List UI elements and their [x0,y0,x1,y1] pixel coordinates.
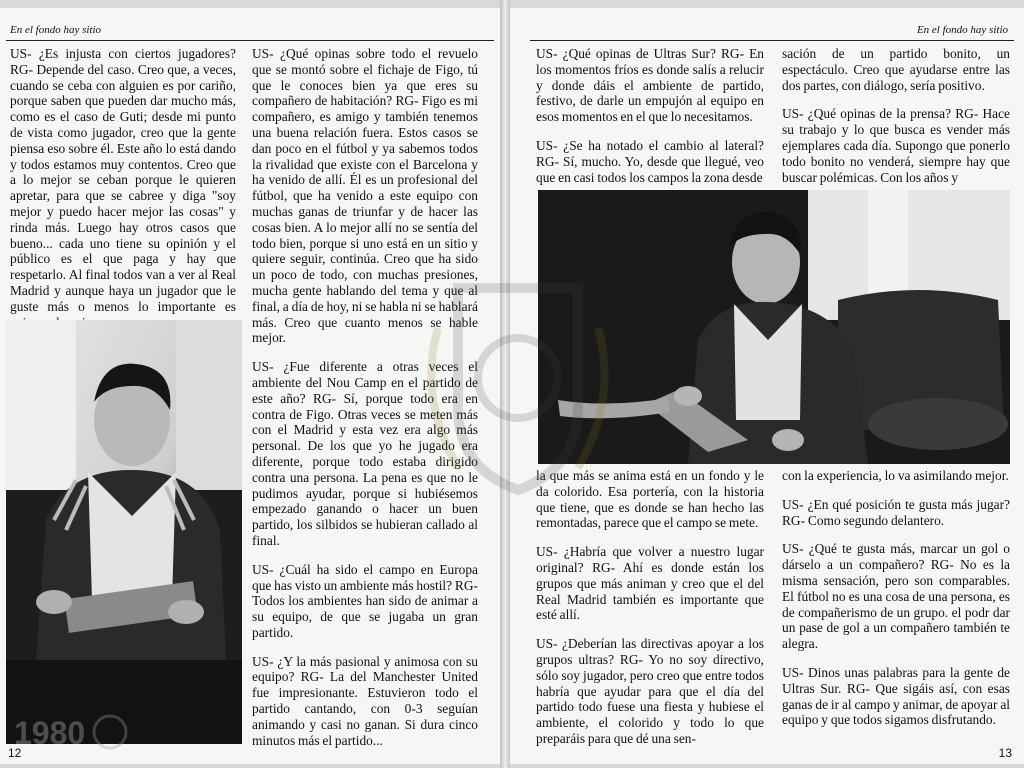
header-rule-right [530,40,1014,41]
photo-player-left [6,320,242,744]
right-column-2-bottom [782,468,1010,741]
page-number-right: 13 [998,746,1012,760]
watermark-logo-1980 [14,714,204,750]
page-number-left: 12 [8,746,22,760]
paragraph: US- ¿Y la más pasional y animosa con su equipo? RG- La del Manchester United fue impresionante. Estuvieron todo el partido cantando, con 0-3 seguían animando y casi no ganan. Si dura cinco minutos más el partido... [252,653,478,748]
right-column-1-bottom [536,468,764,760]
running-head-left: En el fondo hay sitio [10,24,102,36]
paragraph: US- ¿Habría que volver a nuestro lugar original? RG- Ahí es donde están los grupos que más animan y creo que el del Real Madrid también es importante que esté allí. [536,544,764,623]
right-page [510,8,1024,764]
paragraph: la que más se anima está en un fondo y le da colorido. Esa portería, con la historia que tiene, que es donde se han hecho las remontadas, parece que el campo se mete. [536,468,764,531]
player-photo-image [538,190,1010,464]
book-spine [500,0,510,768]
paragraph: US- ¿Cuál ha sido el campo en Europa que has visto un ambiente más hostil? RG- Todos los ambientes han sido de animar a su equipo, de que se jugaba un gran partido. [252,561,478,640]
photo-player-right [538,190,1010,464]
paragraph: US- ¿Qué opinas de la prensa? RG- Hace su trabajo y lo que busca es vender más ejemplares cada día. Supongo que ponerlo todo bonito no venderá, siempre hay que buscar polémicas. Con los años y [782,106,1010,185]
paragraph: con la experiencia, lo va asimilando mejor. [782,468,1009,483]
paragraph: US- Dinos unas palabras para la gente de Ultras Sur. RG- Que sigáis así, con esas ganas de ir al campo y animar, de apoyar al equipo y que todos sigamos disfrutando. [782,664,1010,728]
running-head-right: En el fondo hay sitio [916,24,1008,36]
paragraph: US- ¿Fue diferente a otras veces el ambiente del Nou Camp en el partido de este año? RG- Sí, porque todo era en contra de Figo. Otras veces se meten más con el Madrid y esta vez era algo más personal. De los que yo he jugado era diferente, porque todo estaba dirigido contra una persona. La pena es que no le pudimos ayudar, porque si hubiésemos empezado ganando o hacer un buen partido, los silbidos se hubieran callado al final. [252,359,478,548]
right-column-1-top [536,46,764,198]
paragraph: US- ¿Qué te gusta más, marcar un gol o dárselo a un compañero? RG- No es la misma sensación, pero son comparables. El fútbol no es una cosa de una persona, es de compañerismo de un grupo. el podr dar un pase de gol a un compañero también te alegra. [782,541,1010,652]
paragraph: US- ¿Qué opinas de Ultras Sur? RG- En los momentos fríos es donde salís a relucir y donde dáis el ambiente de partido, festivo, de darle un empujón al equipo en esos momentos en el que lo necesitamos. [536,46,764,125]
left-column-1 [10,46,236,343]
left-page [0,8,500,764]
paragraph: sación de un partido bonito, un espectáculo. Creo que ayudarse entre las dos partes, con diálogo, sería positivo. [782,46,1010,93]
right-column-2-top [782,46,1010,198]
paragraph: US- ¿Deberían las directivas apoyar a los grupos ultras? RG- Yo no soy directivo, sólo soy jugador, pero creo que entre todos habría que ayudar para que el día del partido todo fuese una fiesta y hubiese el ambiente, el colorido y todo lo que preparáis para que dé una sen- [536,636,764,746]
header-rule-left [6,40,494,41]
paragraph: US- ¿Se ha notado el cambio al lateral? RG- Sí, mucho. Yo, desde que llegué, veo que en casi todos los campos la zona desde [536,137,764,185]
left-column-2 [252,46,478,761]
paragraph: US- ¿Es injusta con ciertos jugadores? RG- Depende del caso. Creo que, a veces, cuando se ceba con alguien es por cariño, porque saben que pueden dar mucho más, como es el caso de Guti; desde mi punto de vista como jugador, creo que la gente piensa eso sobre él. Este año lo está dando y todos estamos muy contentos. Creo que a lo mejor se ceban porque le quieren apretar, para que se cabree y diga "soy mejor y puedo hacer mejor las cosas" y rinda más. Luego hay otros casos que bueno... cada uno tiene su opinión y el público es el que paga y hay que respetarlo. Al final todos van a ver al Real Madrid y aunque haya un jugador que le guste más o menos lo importante es [10,46,236,314]
paragraph: US- ¿En qué posición te gusta más jugar? RG- Como segundo delantero. [782,496,1010,528]
paragraph: US- ¿Qué opinas sobre todo el revuelo que se montó sobre el fichaje de Figo, tú que le conoces bien ya que eres su compañero de habitación? RG- Figo es mi compañero, es amigo y también tenemos una buena relación fuera. Estos casos se dan poco en el fútbol y ya sabemos todos la rivalidad que existe con el Barcelona y ha venido de allí. Él es un profesional del fútbol, que ha venido a este equipo con muchas ganas de triunfar y de hacer las cosas bien. A lo mejor allí no se sentía del todo bien, porque si uno está en un sitio y quiere seguir, continúa. Creo que ha sido un poco de todo, con muchas presiones, mucha gente hablando del tema y que al final, a día de hoy, ni se habla ni se hablará más. Creo que cuanto menos se hable mejor. [252,46,478,346]
watermark-text: 1980 [14,715,86,750]
player-photo-image [6,320,242,744]
